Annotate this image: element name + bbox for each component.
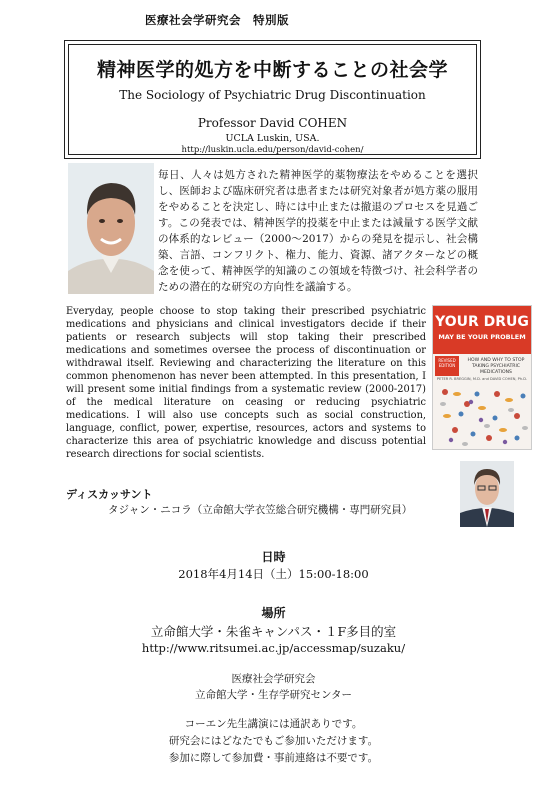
discussant-heading: ディスカッサント <box>66 488 153 501</box>
speaker-url[interactable]: http://luskin.ucla.edu/person/david-cohen/ <box>181 145 364 155</box>
book-title-line2: MAY BE YOUR PROBLEM <box>438 333 526 341</box>
speaker-portrait-image <box>68 163 154 294</box>
discussant-photo <box>460 461 514 527</box>
series-label: 医療社会学研究会 特別版 <box>145 13 289 27</box>
book-subtitle: HOW AND WHY TO STOP TAKING PSYCHIATRIC MEDICATIONS <box>467 358 525 375</box>
book-authors: PETER R. BREGGIN, M.D. and DAVID COHEN, Ph.D. <box>436 377 528 381</box>
place-heading: 場所 <box>261 606 286 620</box>
book-edition-badge: REVISED EDITION <box>435 356 459 376</box>
discussant-portrait-image <box>460 461 514 527</box>
page-title: 精神医学的処方を中断することの社会学 <box>96 59 448 81</box>
abstract-japanese: 毎日、人々は処方された精神医学的薬物療法をやめることを選択し、医師および臨床研究者は患者または研究対象者が処方薬の服用をやめることを決定し、時には中止または撤退のプロセスを見過ごす。この発表では、精神医学的投薬を中止または減量する医学文献の体系的なレビュー（2000〜2017）からの発見を提示し、社会構築、言語、コンフリクト、権力、能力、資源、諸アクターなどの概念を使って、精神医学的知識のこの領域を特徴づけ、社会科学者のための潜在的な研究の方向性を議論する。 <box>158 169 478 293</box>
note-open-to-all: 研究会にはどなたでもご参加いただけます。 <box>168 735 379 747</box>
access-map-url[interactable]: http://www.ritsumei.ac.jp/accessmap/suzaku/ <box>141 641 406 655</box>
book-cover <box>432 305 532 450</box>
book-title: YOUR DRUG <box>435 314 529 330</box>
speaker-photo <box>68 163 154 294</box>
speaker-affiliation: UCLA Luskin, USA. <box>225 133 320 144</box>
event-date: 2018年4月14日（土）15:00-18:00 <box>178 567 369 581</box>
title-box-inner <box>68 44 477 155</box>
organizer-2: 立命館大学・生存学研究センター <box>194 689 353 701</box>
organizer-1: 医療社会学研究会 <box>231 673 316 685</box>
event-place: 立命館大学・朱雀キャンパス・１F多目的室 <box>150 624 397 639</box>
abstract-english: Everyday, people choose to stop taking their prescribed psychiatric medications and physicians and clinical investigators decide if their patients or research subjects will stop taking their prescribed medications and sometimes oversee the process of discontinuation or withdrawal itself. Reviewing and characterizing the literature on this common phenomenon has never been attempted. In this presentation, I will present some initial findings from a systematic review (2000-2017) of the medical literature on ceasing or reducing psychiatric medications. I will also use concepts such as social construction, language, conflict, power, expertise, resources, actors and systems to characterize this area of psychiatric knowledge and discuss potential research directions for social scientists. <box>66 306 426 461</box>
note-no-fee: 参加に際して参加費・事前連絡は不要です。 <box>168 752 379 764</box>
english-title: The Sociology of Psychiatric Drug Discontinuation <box>119 88 426 102</box>
book-pills-illustration <box>437 386 529 448</box>
discussant-name: タジャン・ニコラ（立命館大学衣笠総合研究機構・専門研究員） <box>108 504 413 516</box>
note-interpretation: コーエン先生講演には通訳ありです。 <box>184 718 363 730</box>
date-heading: 日時 <box>261 550 286 564</box>
title-box <box>64 40 481 159</box>
speaker-name: Professor David COHEN <box>197 116 348 130</box>
